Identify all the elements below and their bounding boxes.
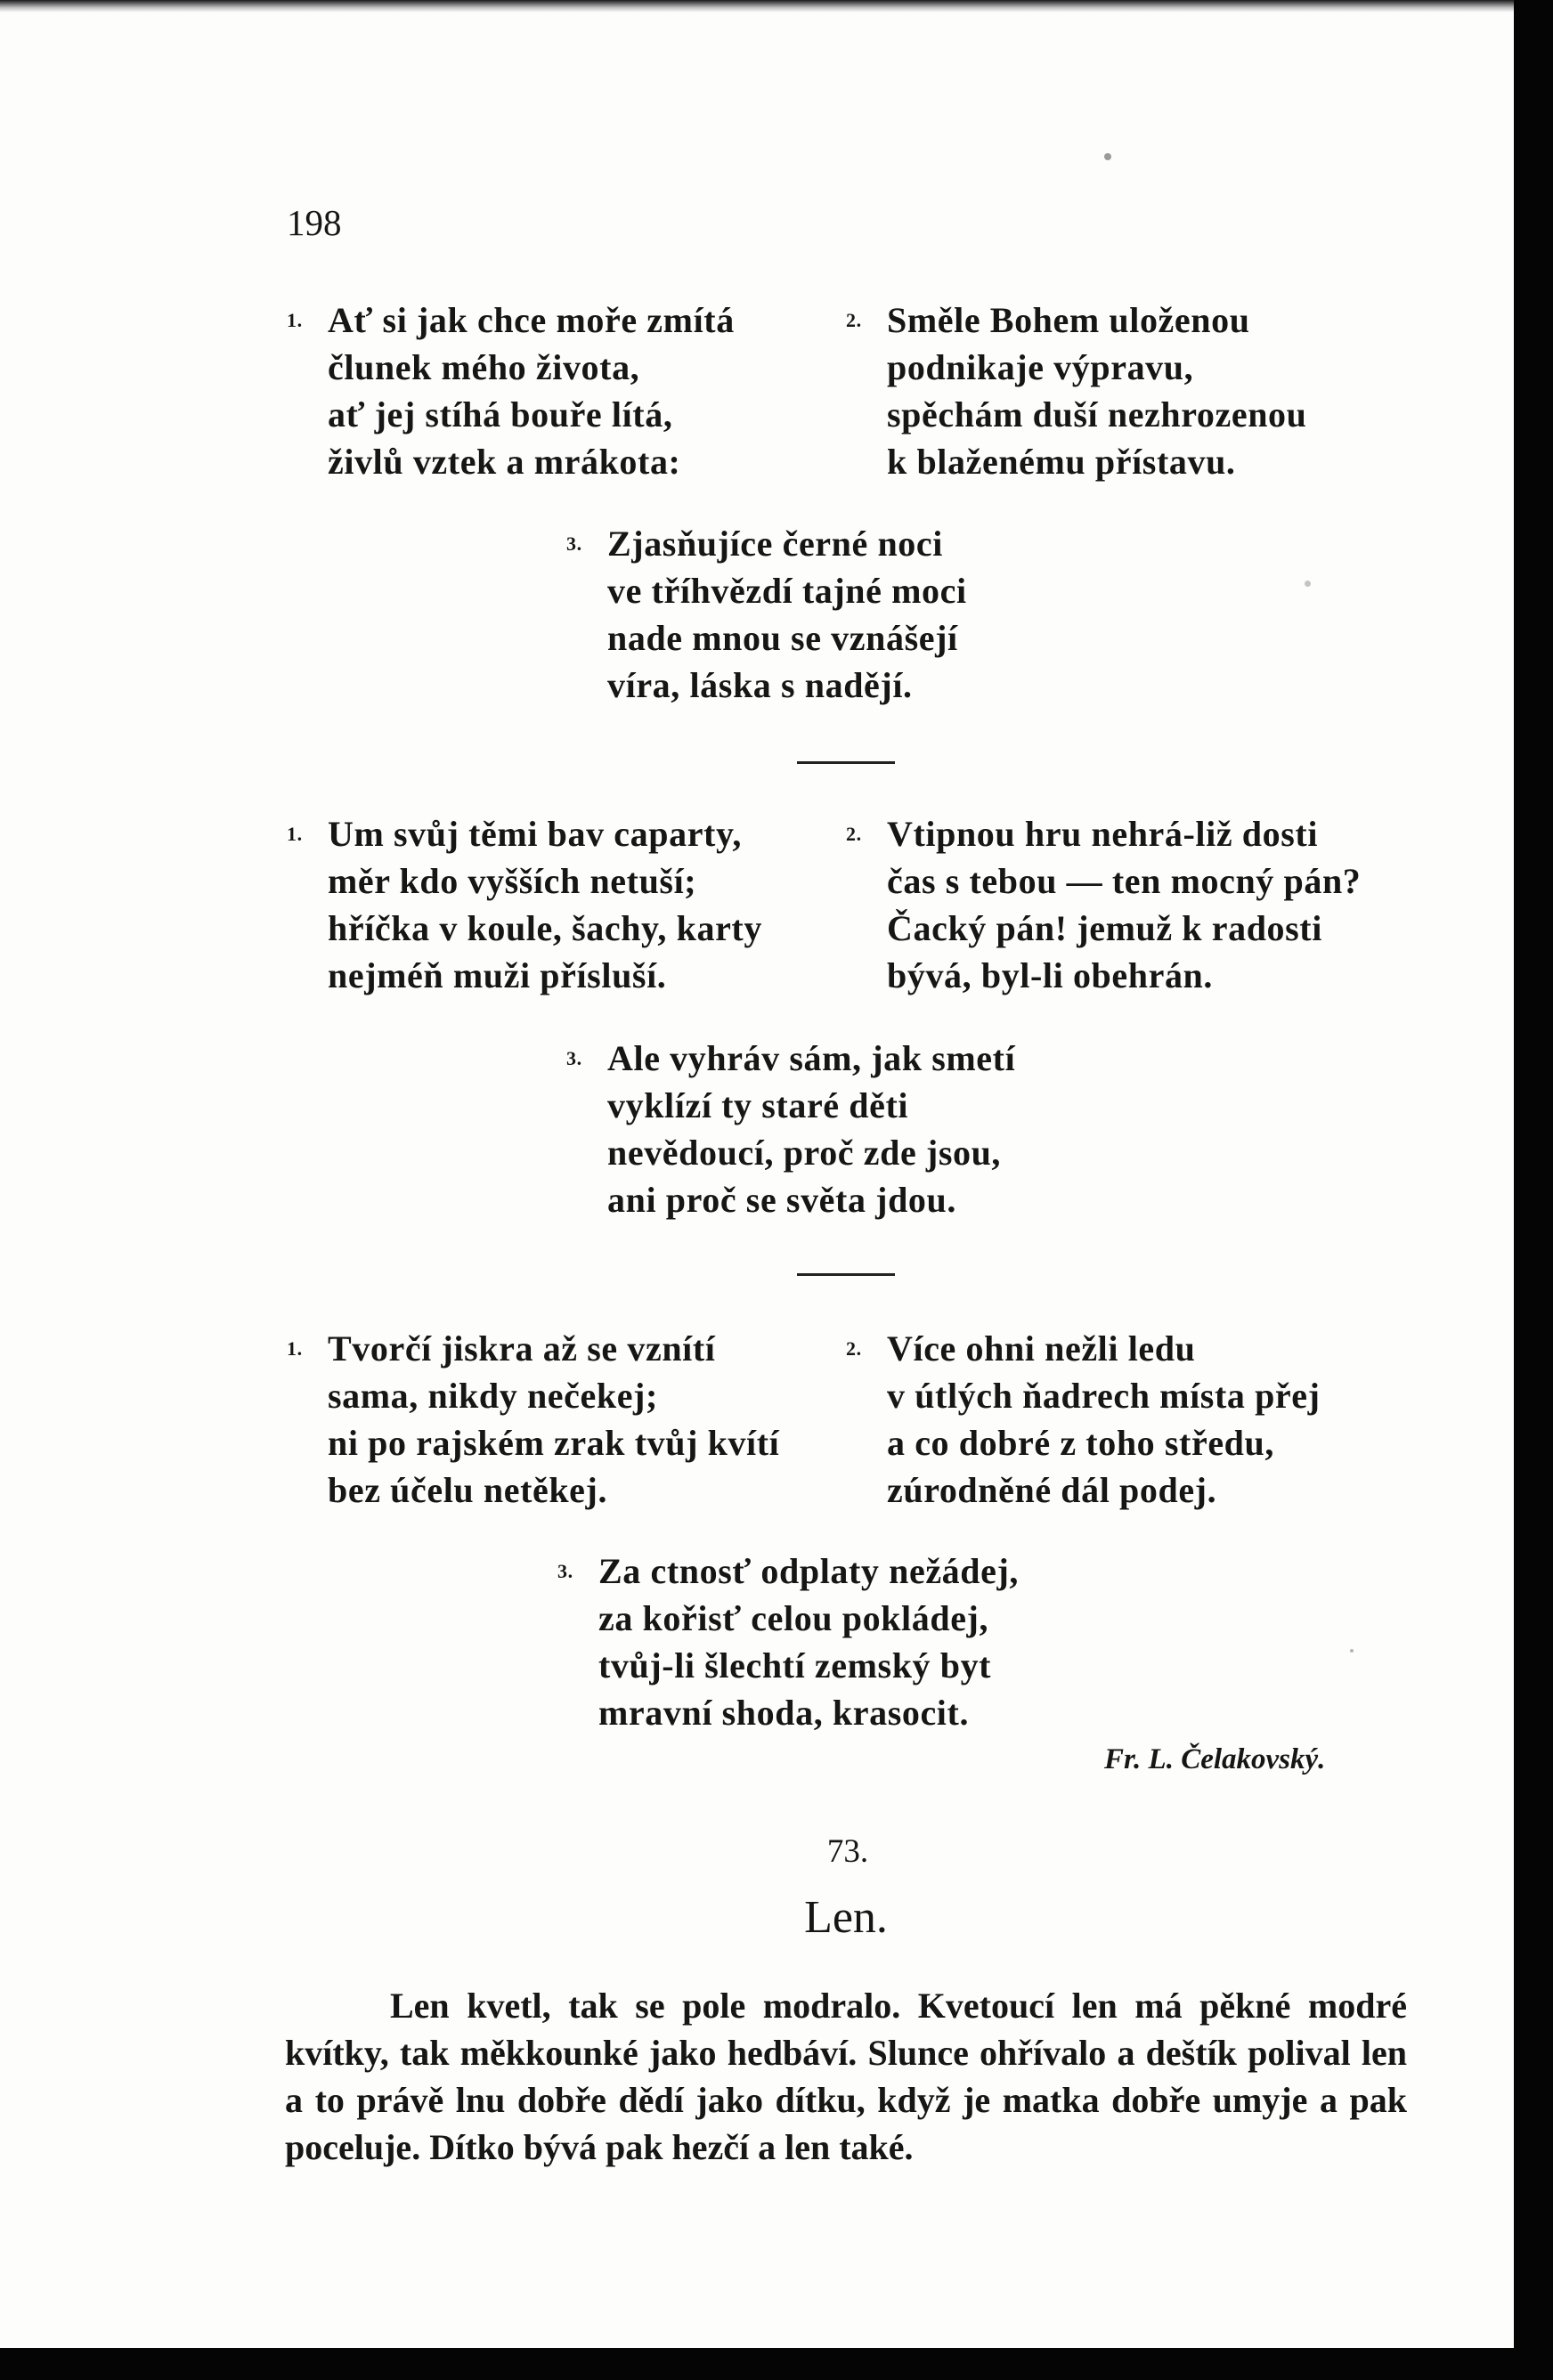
poem2-stanza3 [566, 1035, 1016, 1223]
verse-line: v útlých ňadrech místa přej [887, 1376, 1321, 1416]
verse-line: Tvorčí jiskra až se vznítí [328, 1328, 716, 1369]
scan-speck [1350, 1649, 1354, 1653]
stanza-number: 3. [557, 1560, 573, 1582]
scan-edge-bottom [0, 2348, 1553, 2380]
verse-line: k blaženému přístavu. [887, 442, 1236, 482]
verse-line: ni po rajském zrak tvůj kvítí [328, 1423, 780, 1463]
verse-line: podnikaje výpravu, [887, 347, 1194, 387]
entry-text: Len kvetl, tak se pole modralo. Kvetoucí len má pěkné modré kvítky, tak měkkounké jako hedbáví. Slunce ohřívalo a deštík polival len a to právě lnu dobře dědí jako dítku, když je matka dobře umyje a pak poceluje. Dítko bývá pak hezčí a len také. [285, 1986, 1407, 2167]
author-attribution: Fr. L. Čelakovský. [1104, 1743, 1326, 1775]
poem1-stanza3 [566, 520, 967, 709]
verse-line: Více ohni nežli ledu [887, 1328, 1196, 1369]
verse-line: za kořisť celou pokládej, [598, 1598, 989, 1638]
verse-line: měr kdo vyšších netuší; [328, 861, 697, 901]
poem3-stanza1 [287, 1325, 780, 1514]
stanza-number: 1. [287, 1337, 303, 1360]
stanza-number: 1. [287, 823, 303, 845]
verse-line: nevědoucí, proč zde jsou, [607, 1133, 1002, 1173]
entry-title: Len. [804, 1892, 888, 1943]
verse-line: Vtipnou hru nehrá-liž dosti [887, 814, 1319, 854]
verse-line: ve tříhvězdí tajné moci [607, 571, 967, 611]
scan-edge-right [1514, 0, 1553, 2380]
verse-line: Zjasňujíce černé noci [607, 524, 943, 564]
verse-line: bez účelu netěkej. [328, 1470, 608, 1510]
poem1-stanza1 [287, 296, 735, 485]
verse-line: Ať si jak chce moře zmítá [328, 300, 735, 340]
section-divider [797, 1273, 895, 1276]
scan-speck [1305, 581, 1311, 587]
stanza-number: 2. [846, 309, 862, 331]
verse-line: Um svůj těmi bav caparty, [328, 814, 742, 854]
verse-line: tvůj-li šlechtí zemský byt [598, 1645, 992, 1685]
scan-speck [1104, 153, 1111, 160]
verse-line: člunek mého života, [328, 347, 640, 387]
verse-line: nejméň muži přísluší. [328, 955, 667, 995]
stanza-number: 1. [287, 309, 303, 331]
verse-line: čas s tebou — ten mocný pán? [887, 861, 1362, 901]
poem2-stanza1 [287, 810, 762, 999]
page-number: 198 [287, 202, 342, 243]
verse-line: vyklízí ty staré děti [607, 1085, 909, 1125]
verse-line: Za ctnosť odplaty nežádej, [598, 1551, 1020, 1591]
verse-line: spěchám duší nezhrozenou [887, 394, 1307, 435]
poem2-stanza2 [846, 810, 1362, 999]
section-divider [797, 761, 895, 764]
poem3-stanza2 [846, 1325, 1321, 1514]
verse-line: hříčka v koule, šachy, karty [328, 908, 762, 948]
verse-line: bývá, byl-li obehrán. [887, 955, 1213, 995]
stanza-number: 3. [566, 532, 582, 555]
verse-line: mravní shoda, krasocit. [598, 1693, 970, 1733]
verse-line: Ale vyhráv sám, jak smetí [607, 1038, 1016, 1078]
verse-line: živlů vztek a mrákota: [328, 442, 681, 482]
verse-line: Směle Bohem uloženou [887, 300, 1250, 340]
verse-line: ať jej stíhá bouře lítá, [328, 394, 673, 435]
verse-line: sama, nikdy nečekej; [328, 1376, 658, 1416]
verse-line: Čacký pán! jemuž k radosti [887, 908, 1322, 948]
poem1-stanza2 [846, 296, 1307, 485]
stanza-number: 3. [566, 1047, 582, 1069]
entry-number: 73. [826, 1833, 869, 1870]
verse-line: a co dobré z toho středu, [887, 1423, 1274, 1463]
stanza-number: 2. [846, 1337, 862, 1360]
stanza-number: 2. [846, 823, 862, 845]
verse-line: nade mnou se vznášejí [607, 618, 958, 658]
verse-line: víra, láska s nadějí. [607, 665, 913, 705]
scan-edge-top [0, 0, 1553, 12]
poem3-stanza3 [557, 1547, 1020, 1736]
verse-line: ani proč se světa jdou. [607, 1180, 956, 1220]
verse-line: zúrodněné dál podej. [887, 1470, 1217, 1510]
